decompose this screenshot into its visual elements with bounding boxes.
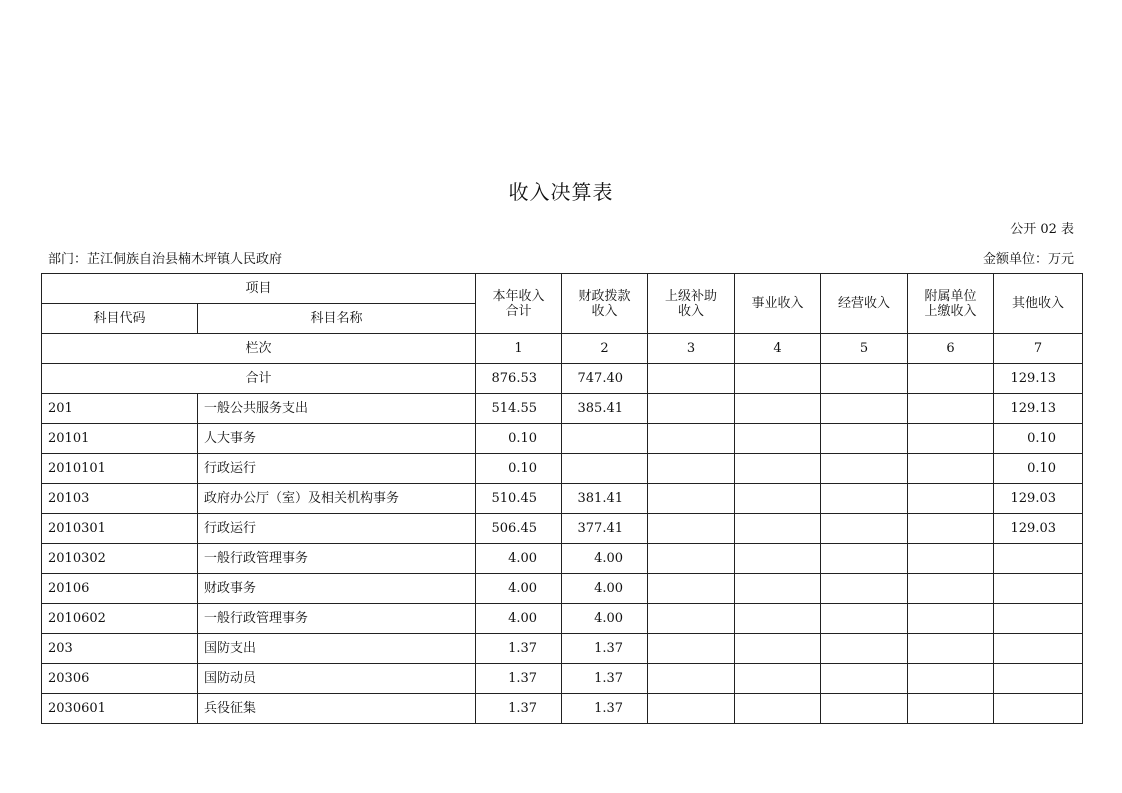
header-col-7: 其他收入 bbox=[994, 274, 1083, 334]
header-item: 项目 bbox=[42, 274, 476, 304]
subject-code: 20103 bbox=[42, 484, 198, 514]
amount-cell: 129.13 bbox=[994, 394, 1083, 424]
subject-code: 2010301 bbox=[42, 514, 198, 544]
amount-cell bbox=[994, 574, 1083, 604]
amount-cell bbox=[562, 424, 648, 454]
header-col-4: 事业收入 bbox=[735, 274, 821, 334]
form-code: 公开 02 表 bbox=[1010, 222, 1074, 237]
table-row bbox=[42, 634, 1083, 664]
amount-cell bbox=[735, 514, 821, 544]
header-code: 科目代码 bbox=[42, 304, 198, 334]
table-row bbox=[42, 664, 1083, 694]
subject-code: 2030601 bbox=[42, 694, 198, 724]
amount-cell: 4.00 bbox=[562, 574, 648, 604]
amount-cell: 0.10 bbox=[476, 454, 562, 484]
subject-name: 行政运行 bbox=[198, 454, 476, 484]
amount-cell: 129.03 bbox=[994, 514, 1083, 544]
total-row bbox=[42, 364, 1083, 394]
amount-cell bbox=[821, 544, 908, 574]
amount-cell: 381.41 bbox=[562, 484, 648, 514]
total-value bbox=[821, 364, 908, 394]
amount-cell: 377.41 bbox=[562, 514, 648, 544]
subject-name: 一般行政管理事务 bbox=[198, 604, 476, 634]
column-index: 3 bbox=[648, 334, 735, 364]
header-col-5: 经营收入 bbox=[821, 274, 908, 334]
header-row-index: 栏次 bbox=[42, 334, 476, 364]
amount-cell bbox=[648, 604, 735, 634]
amount-cell: 4.00 bbox=[476, 604, 562, 634]
amount-cell bbox=[648, 544, 735, 574]
amount-cell: 1.37 bbox=[562, 634, 648, 664]
amount-cell bbox=[821, 484, 908, 514]
subject-name: 国防动员 bbox=[198, 664, 476, 694]
total-value: 747.40 bbox=[562, 364, 648, 394]
subject-code: 20101 bbox=[42, 424, 198, 454]
amount-cell bbox=[648, 454, 735, 484]
amount-cell bbox=[821, 574, 908, 604]
subject-name: 一般公共服务支出 bbox=[198, 394, 476, 424]
amount-cell: 1.37 bbox=[476, 634, 562, 664]
report-title: 收入决算表 bbox=[508, 180, 614, 204]
subject-name: 一般行政管理事务 bbox=[198, 544, 476, 574]
total-value: 876.53 bbox=[476, 364, 562, 394]
amount-cell bbox=[735, 484, 821, 514]
column-index-row bbox=[42, 334, 1083, 364]
subject-code: 20306 bbox=[42, 664, 198, 694]
amount-cell bbox=[994, 664, 1083, 694]
subject-code: 203 bbox=[42, 634, 198, 664]
subject-name: 兵役征集 bbox=[198, 694, 476, 724]
amount-cell: 4.00 bbox=[562, 544, 648, 574]
amount-cell: 506.45 bbox=[476, 514, 562, 544]
amount-cell bbox=[821, 604, 908, 634]
header-col-2: 财政拨款 收入 bbox=[562, 274, 648, 334]
amount-cell bbox=[648, 664, 735, 694]
amount-cell bbox=[908, 424, 994, 454]
total-value bbox=[648, 364, 735, 394]
amount-cell: 0.10 bbox=[476, 424, 562, 454]
subject-code: 2010101 bbox=[42, 454, 198, 484]
table-row bbox=[42, 694, 1083, 724]
amount-cell bbox=[908, 574, 994, 604]
amount-cell bbox=[648, 694, 735, 724]
table-row bbox=[42, 604, 1083, 634]
total-label: 合计 bbox=[42, 364, 476, 394]
amount-cell bbox=[908, 514, 994, 544]
subject-code: 2010602 bbox=[42, 604, 198, 634]
amount-cell bbox=[735, 694, 821, 724]
amount-cell: 514.55 bbox=[476, 394, 562, 424]
amount-cell: 4.00 bbox=[562, 604, 648, 634]
subject-name: 财政事务 bbox=[198, 574, 476, 604]
amount-cell bbox=[994, 694, 1083, 724]
total-value bbox=[735, 364, 821, 394]
amount-cell bbox=[735, 424, 821, 454]
amount-cell bbox=[821, 514, 908, 544]
amount-cell bbox=[735, 664, 821, 694]
table-row bbox=[42, 574, 1083, 604]
column-index: 5 bbox=[821, 334, 908, 364]
amount-cell bbox=[648, 634, 735, 664]
amount-cell bbox=[648, 484, 735, 514]
amount-cell: 1.37 bbox=[562, 694, 648, 724]
table-row bbox=[42, 454, 1083, 484]
amount-cell bbox=[908, 694, 994, 724]
subject-name: 人大事务 bbox=[198, 424, 476, 454]
table-header bbox=[42, 274, 1083, 364]
amount-cell bbox=[821, 424, 908, 454]
subject-code: 2010302 bbox=[42, 544, 198, 574]
amount-cell bbox=[908, 394, 994, 424]
table-row bbox=[42, 424, 1083, 454]
amount-cell: 4.00 bbox=[476, 574, 562, 604]
subject-name: 行政运行 bbox=[198, 514, 476, 544]
amount-cell bbox=[908, 664, 994, 694]
table-body bbox=[42, 364, 1083, 724]
subject-name: 政府办公厅（室）及相关机构事务 bbox=[198, 484, 476, 514]
amount-cell: 0.10 bbox=[994, 454, 1083, 484]
amount-cell bbox=[821, 634, 908, 664]
amount-cell bbox=[821, 694, 908, 724]
amount-cell bbox=[908, 604, 994, 634]
amount-cell bbox=[648, 514, 735, 544]
amount-cell bbox=[735, 394, 821, 424]
amount-cell bbox=[648, 394, 735, 424]
amount-cell: 1.37 bbox=[476, 664, 562, 694]
header-name: 科目名称 bbox=[198, 304, 476, 334]
amount-cell: 510.45 bbox=[476, 484, 562, 514]
amount-cell bbox=[821, 664, 908, 694]
amount-cell bbox=[908, 634, 994, 664]
amount-cell: 385.41 bbox=[562, 394, 648, 424]
amount-cell bbox=[821, 394, 908, 424]
subject-name: 国防支出 bbox=[198, 634, 476, 664]
table-row bbox=[42, 544, 1083, 574]
total-value: 129.13 bbox=[994, 364, 1083, 394]
column-index: 7 bbox=[994, 334, 1083, 364]
header-col-3: 上级补助 收入 bbox=[648, 274, 735, 334]
header-col-1: 本年收入 合计 bbox=[476, 274, 562, 334]
column-index: 2 bbox=[562, 334, 648, 364]
amount-cell bbox=[994, 544, 1083, 574]
column-index: 6 bbox=[908, 334, 994, 364]
amount-cell: 1.37 bbox=[476, 694, 562, 724]
amount-cell bbox=[908, 544, 994, 574]
total-value bbox=[908, 364, 994, 394]
table-row bbox=[42, 484, 1083, 514]
amount-cell bbox=[821, 454, 908, 484]
subject-code: 20106 bbox=[42, 574, 198, 604]
amount-cell bbox=[735, 604, 821, 634]
amount-cell: 4.00 bbox=[476, 544, 562, 574]
amount-cell bbox=[735, 544, 821, 574]
header-col-6: 附属单位 上缴收入 bbox=[908, 274, 994, 334]
table-row bbox=[42, 514, 1083, 544]
amount-cell bbox=[908, 484, 994, 514]
amount-cell bbox=[562, 454, 648, 484]
amount-cell bbox=[735, 634, 821, 664]
amount-cell: 129.03 bbox=[994, 484, 1083, 514]
subject-code: 201 bbox=[42, 394, 198, 424]
amount-cell: 1.37 bbox=[562, 664, 648, 694]
table-row bbox=[42, 394, 1083, 424]
amount-cell bbox=[735, 454, 821, 484]
amount-cell bbox=[994, 604, 1083, 634]
department-label: 部门：芷江侗族自治县楠木坪镇人民政府 bbox=[48, 252, 283, 267]
income-final-accounts-table bbox=[41, 273, 1083, 724]
column-index: 4 bbox=[735, 334, 821, 364]
amount-cell bbox=[648, 574, 735, 604]
amount-cell bbox=[994, 634, 1083, 664]
amount-unit-label: 金额单位：万元 bbox=[982, 252, 1074, 267]
amount-cell bbox=[735, 574, 821, 604]
amount-cell: 0.10 bbox=[994, 424, 1083, 454]
column-index: 1 bbox=[476, 334, 562, 364]
amount-cell bbox=[648, 424, 735, 454]
amount-cell bbox=[908, 454, 994, 484]
